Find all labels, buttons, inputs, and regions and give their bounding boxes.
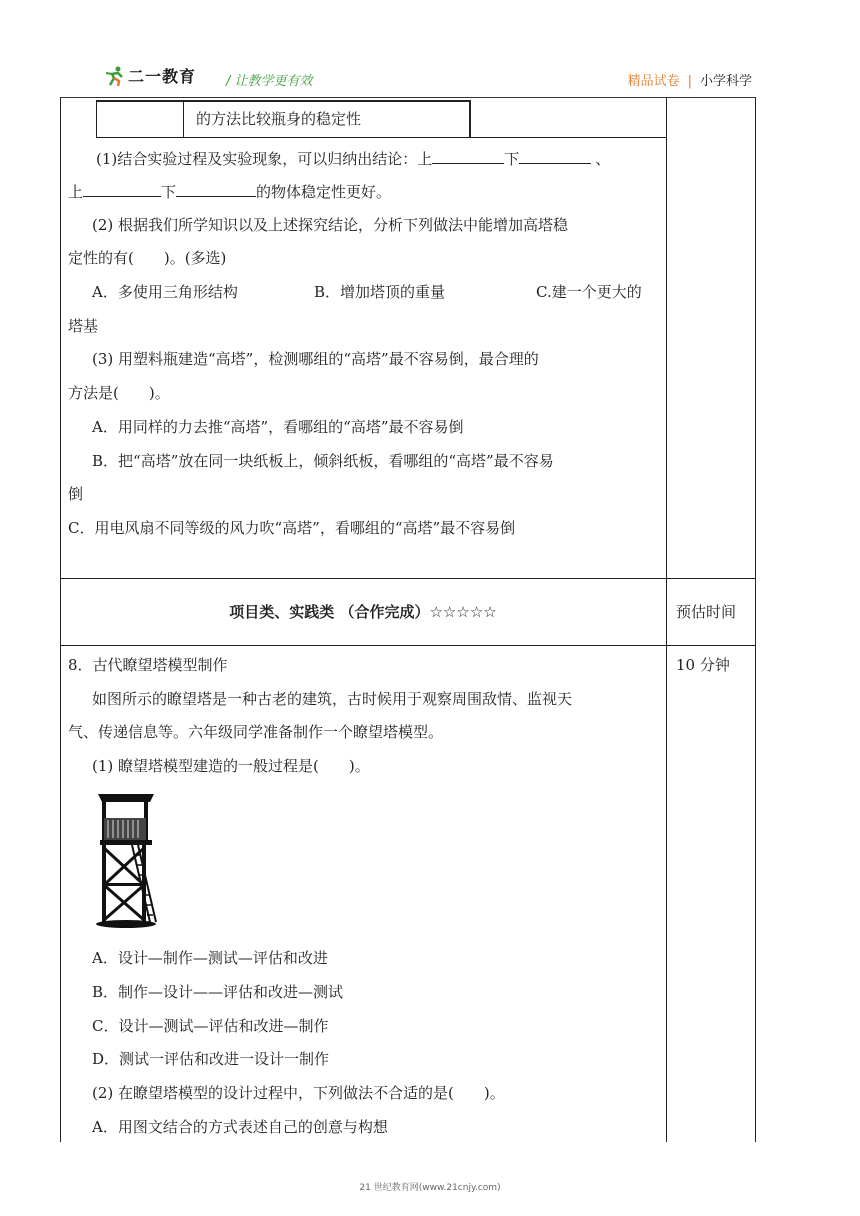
q3-option-b-cont: 倒 — [68, 485, 84, 503]
q2-line1: (2) 根据我们所学知识以及上述探究结论，分析下列做法中能增加高塔稳 — [92, 216, 569, 234]
logo — [104, 64, 196, 87]
q3-line2: 方法是( )。 — [68, 384, 170, 402]
row-divider-1 — [60, 578, 756, 579]
runner-logo-icon — [104, 65, 126, 87]
q8-question-1: (1) 瞭望塔模型建造的一般过程是( )。 — [92, 757, 370, 775]
watchtower-image — [92, 790, 160, 930]
q1-line2-suffix: 的物体稳定性更好。 — [256, 183, 392, 201]
inner-table-bottom — [96, 137, 666, 138]
q1-line2-mid: 下 — [161, 183, 177, 201]
column-divider — [666, 98, 667, 1142]
answer-blank[interactable] — [432, 148, 504, 164]
page-header — [60, 58, 756, 98]
inner-table-col2 — [469, 100, 471, 138]
q1-comma: 、 — [595, 150, 611, 168]
header-right — [628, 70, 752, 89]
q2-option-b: B．增加塔顶的重量 — [314, 283, 446, 301]
q8-title: 8．古代瞭望塔模型制作 — [68, 656, 228, 674]
inner-table-col1 — [183, 100, 184, 138]
table-border-right — [755, 98, 756, 1142]
row-divider-2 — [60, 645, 756, 646]
q2-option-c-cont: 塔基 — [68, 317, 99, 335]
section-title: 项目类、实践类 （合作完成）☆☆☆☆☆ — [229, 603, 497, 621]
q8-option-a: A．设计—制作—测试—评估和改进 — [92, 949, 328, 967]
q3-option-c: C．用电风扇不同等级的风力吹“高塔”，看哪组的“高塔”最不容易倒 — [68, 519, 516, 537]
answer-blank[interactable] — [176, 181, 256, 197]
q2-option-a: A．多使用三角形结构 — [92, 283, 238, 301]
header-separator: | — [687, 74, 692, 89]
q8-option-b: B．制作—设计——评估和改进—测试 — [92, 983, 344, 1001]
page-footer: 21 世纪教育网(www.21cnjy.com) — [359, 1183, 501, 1193]
inner-table-top — [96, 100, 470, 102]
q8-option-c: C．设计—测试—评估和改进—制作 — [92, 1017, 329, 1035]
q8-question-2: (2) 在瞭望塔模型的设计过程中，下列做法不合适的是( )。 — [92, 1084, 505, 1102]
q8-option-d: D．测试一评估和改进一设计一制作 — [92, 1050, 330, 1068]
q2-option-c: C.建一个更大的 — [536, 283, 642, 301]
brand-label: 精品试卷 — [627, 74, 680, 89]
q3-option-a: A．用同样的力去推“高塔”，看哪组的“高塔”最不容易倒 — [92, 418, 464, 436]
q1-prefix: (1)结合实验过程及实验现象，可以归纳出结论：上 — [96, 150, 433, 168]
subject-label: 小学科学 — [699, 74, 752, 89]
q8-intro-line1: 如图所示的瞭望塔是一种古老的建筑，古时候用于观察周围敌情、监视天 — [92, 690, 573, 708]
q1-mid: 下 — [504, 150, 520, 168]
q1-line2-prefix: 上 — [68, 183, 84, 201]
inner-table-cell: 的方法比较瓶身的稳定性 — [196, 110, 362, 128]
answer-blank[interactable] — [519, 148, 591, 164]
q8-q2-option-a: A．用图文结合的方式表述自己的创意与构想 — [92, 1118, 388, 1136]
q1-line2 — [68, 181, 391, 202]
q3-line1: (3) 用塑料瓶建造“高塔”，检测哪组的“高塔”最不容易倒，最合理的 — [92, 350, 539, 368]
answer-blank[interactable] — [83, 181, 161, 197]
logo-text: 二一教育 — [128, 67, 197, 86]
q8-intro-line2: 气、传递信息等。六年级同学准备制作一个瞭望塔模型。 — [68, 723, 444, 741]
inner-table-left — [96, 100, 97, 138]
q3-option-b: B．把“高塔”放在同一块纸板上，倾斜纸板，看哪组的“高塔”最不容易 — [92, 452, 554, 470]
q8-time: 10 分钟 — [676, 656, 730, 674]
q1-line1 — [96, 148, 610, 169]
header-rule — [60, 97, 756, 98]
slogan: / 让教学更有效 — [226, 74, 313, 89]
q2-line2: 定性的有( )。(多选) — [68, 249, 227, 267]
time-column-header: 预估时间 — [676, 603, 737, 621]
